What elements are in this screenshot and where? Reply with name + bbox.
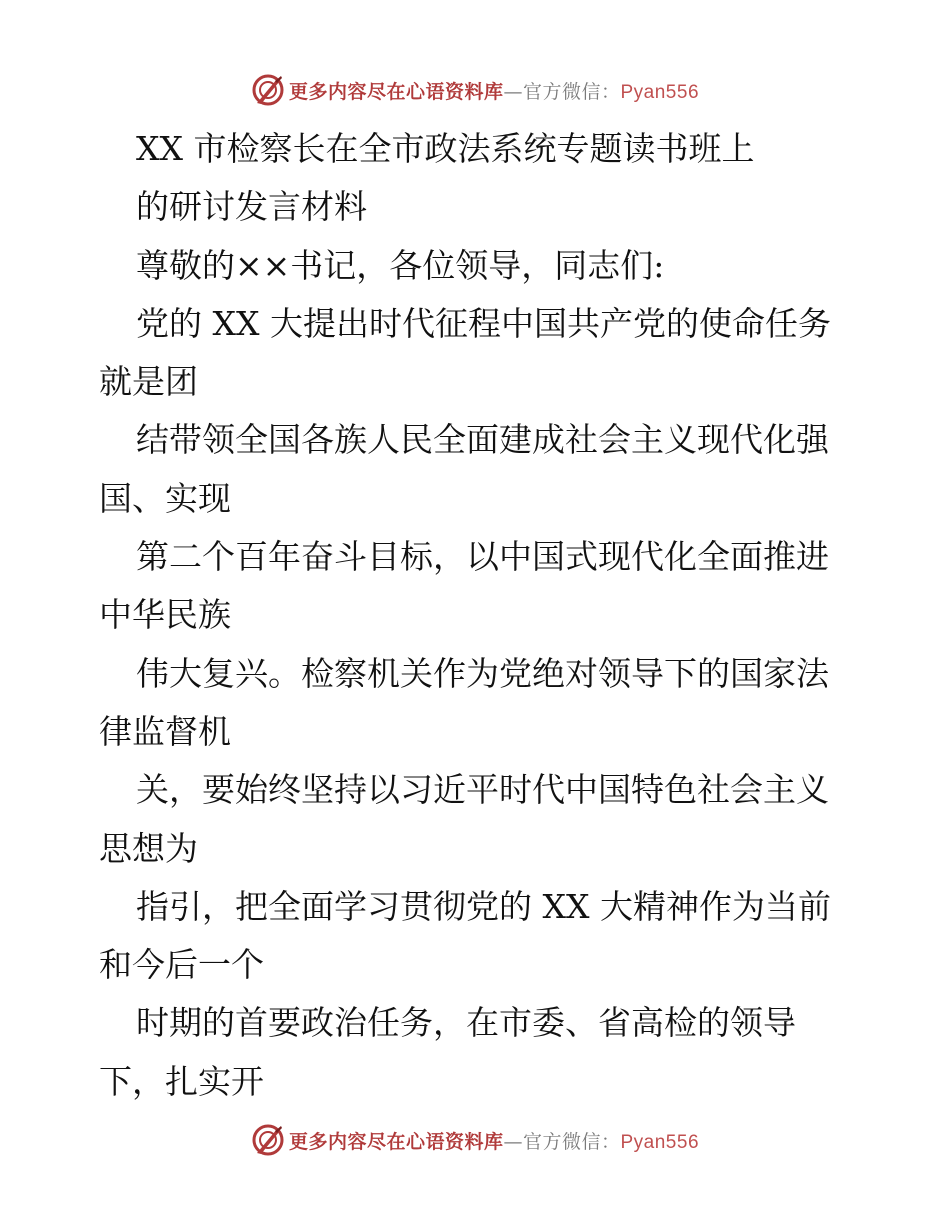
text-line: XX 市检察长在全市政法系统专题读书班上 bbox=[136, 129, 755, 168]
text-line: 党的 XX 大提出时代征程中国共产党的使命任务 bbox=[136, 303, 831, 343]
watermark-contact-id: Pyan556 bbox=[620, 1131, 700, 1153]
watermark-separator: — bbox=[503, 80, 523, 103]
text-line: 就是团 bbox=[99, 362, 198, 402]
text-line: 尊敬的××书记，各位领导，同志们: bbox=[136, 245, 665, 285]
text-line: 律监督机 bbox=[99, 711, 231, 751]
text-line: 国、实现 bbox=[99, 478, 231, 518]
text-line: 关，要始终坚持以习近平时代中国特色社会主义 bbox=[136, 770, 829, 810]
watermark-contact-id: Pyan556 bbox=[620, 81, 700, 103]
text-line: 思想为 bbox=[99, 828, 198, 868]
text-line: 时期的首要政治任务，在市委、省高检的领导 bbox=[136, 1003, 796, 1043]
footer-watermark bbox=[0, 1120, 950, 1160]
quill-logo-icon bbox=[251, 73, 285, 107]
text-line: 结带领全国各族人民全面建成社会主义现代化强 bbox=[136, 420, 829, 460]
watermark-brand: 更多内容尽在心语资料库 bbox=[288, 1130, 504, 1153]
watermark-contact-label: 官方微信： bbox=[522, 1130, 621, 1153]
document-body bbox=[99, 120, 859, 1111]
text-line: 中华民族 bbox=[99, 595, 231, 635]
text-line: 第二个百年奋斗目标，以中国式现代化全面推进 bbox=[136, 537, 829, 577]
watermark-contact-label: 官方微信： bbox=[522, 80, 621, 103]
watermark-separator: — bbox=[503, 1130, 523, 1153]
text-line: 伟大复兴。检察机关作为党绝对领导下的国家法 bbox=[136, 653, 829, 693]
text-line: 的研讨发言材料 bbox=[136, 187, 367, 227]
text-line: 和今后一个 bbox=[99, 945, 264, 985]
text-line: 下，扎实开 bbox=[99, 1061, 264, 1101]
watermark-text bbox=[289, 1127, 699, 1154]
quill-logo-icon bbox=[251, 1123, 285, 1157]
watermark-brand: 更多内容尽在心语资料库 bbox=[288, 80, 504, 103]
text-line: 指引，把全面学习贯彻党的 XX 大精神作为当前 bbox=[136, 886, 831, 926]
watermark-text bbox=[289, 77, 699, 104]
header-watermark bbox=[0, 70, 950, 110]
